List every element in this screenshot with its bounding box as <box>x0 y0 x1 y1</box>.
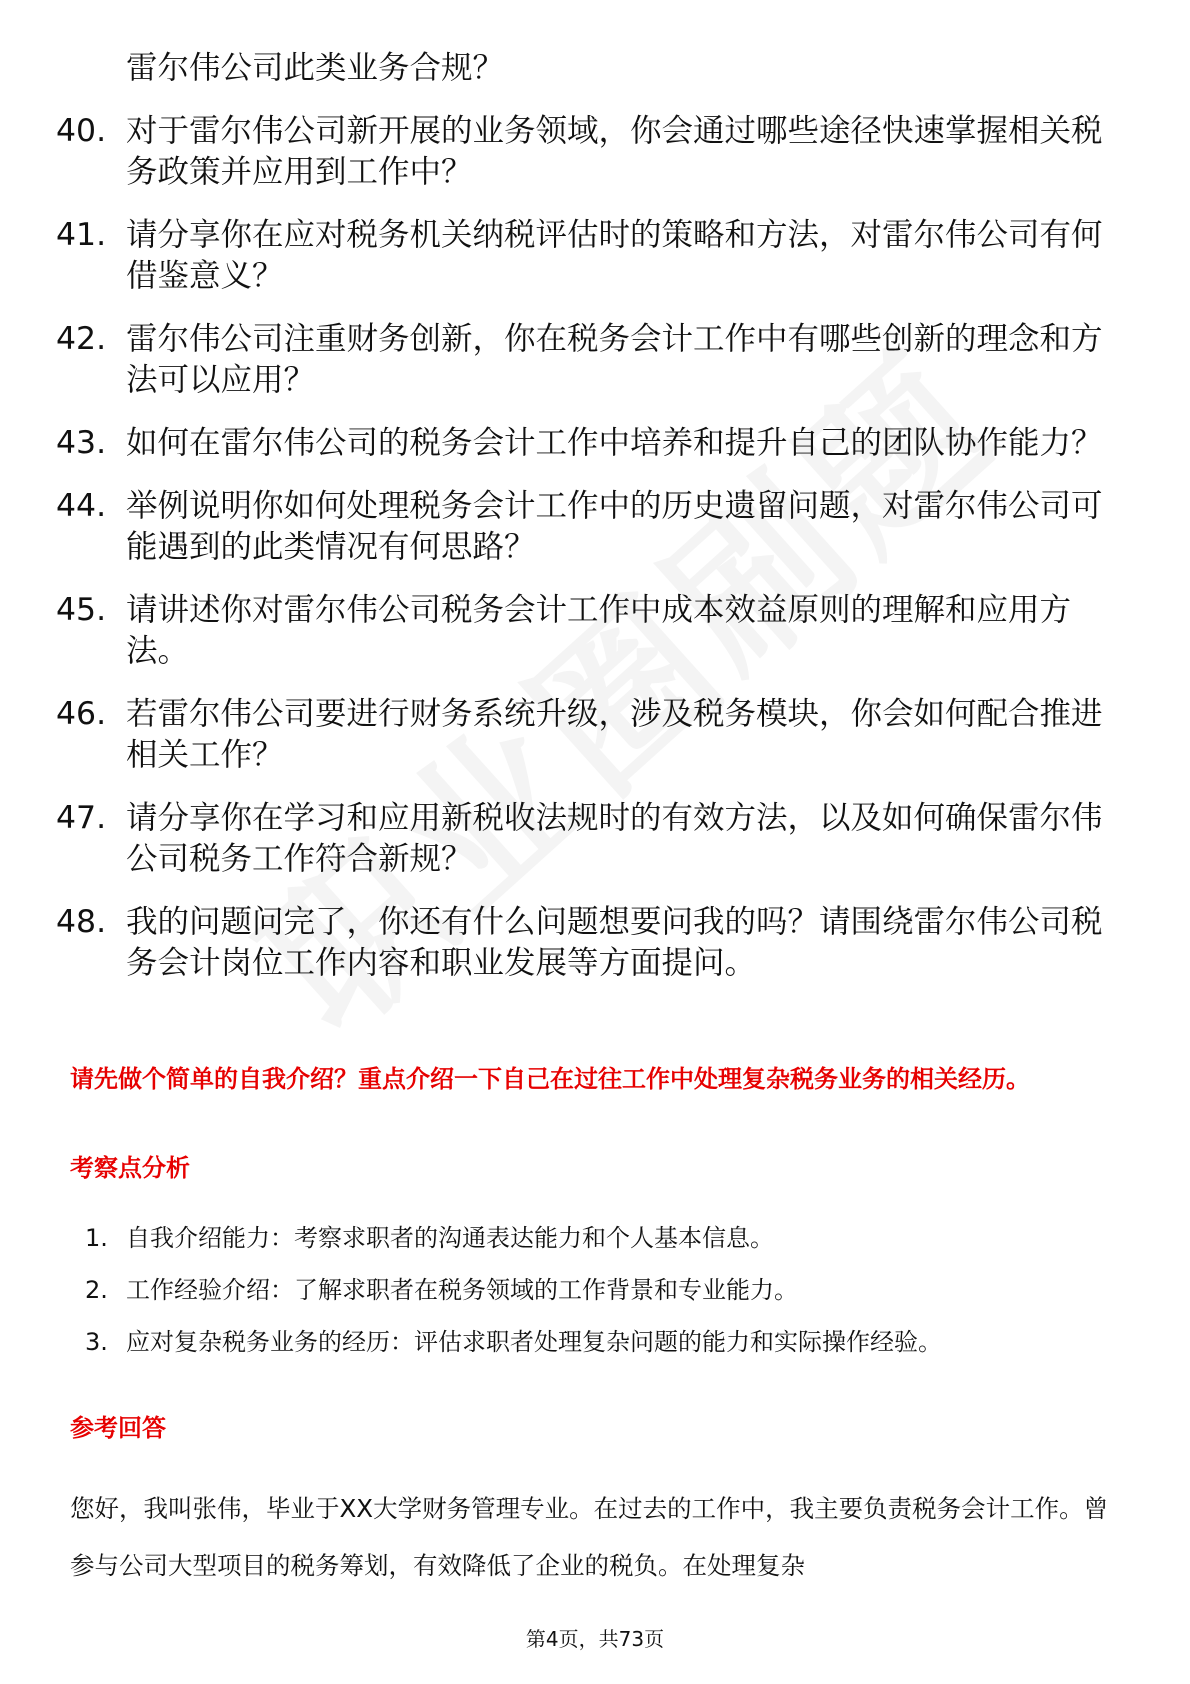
question-item <box>0 590 1190 672</box>
analysis-point <box>0 1316 1190 1368</box>
question-list <box>0 48 1190 1006</box>
question-text: 对于雷尔伟公司新开展的业务领域，你会通过哪些途径快速掌握相关税务政策并应用到工作中？ <box>126 113 1103 190</box>
point-number: 3. <box>85 1328 108 1356</box>
reference-answer: 您好，我叫张伟，毕业于XX大学财务管理专业。在过去的工作中，我主要负责税务会计工作。曾参与公司大型项目的税务筹划，有效降低了企业的税负。在处理复杂 <box>70 1494 1109 1580</box>
point-text: 应对复杂税务业务的经历：评估求职者处理复杂问题的能力和实际操作经验。 <box>126 1328 942 1356</box>
question-text: 请讲述你对雷尔伟公司税务会计工作中成本效益原则的理解和应用方法。 <box>126 592 1072 669</box>
question-text: 若雷尔伟公司要进行财务系统升级，涉及税务模块，你会如何配合推进相关工作？ <box>126 696 1103 773</box>
analysis-point-list <box>0 1212 1190 1368</box>
question-item <box>0 798 1190 880</box>
point-number: 2. <box>85 1276 108 1304</box>
point-text: 工作经验介绍：了解求职者在税务领域的工作背景和专业能力。 <box>126 1276 798 1304</box>
question-text: 雷尔伟公司此类业务合规？ <box>126 50 505 86</box>
analysis-title: 考察点分析 <box>70 1154 190 1182</box>
question-item <box>0 48 1190 89</box>
question-item <box>0 319 1190 401</box>
question-number: 41. <box>56 217 107 253</box>
question-number: 44. <box>56 488 107 524</box>
question-text: 举例说明你如何处理税务会计工作中的历史遗留问题，对雷尔伟公司可能遇到的此类情况有何思路？ <box>126 488 1103 565</box>
question-text: 请分享你在学习和应用新税收法规时的有效方法，以及如何确保雷尔伟公司税务工作符合新规？ <box>126 800 1103 877</box>
point-number: 1. <box>85 1224 108 1252</box>
featured-question: 请先做个简单的自我介绍？重点介绍一下自己在过往工作中处理复杂税务业务的相关经历。 <box>70 1065 1030 1093</box>
question-number: 40. <box>56 113 107 149</box>
page-footer: 第4页，共73页 <box>525 1627 665 1651</box>
question-number: 42. <box>56 321 107 357</box>
question-item <box>0 215 1190 297</box>
analysis-point <box>0 1212 1190 1264</box>
question-number: 46. <box>56 696 107 732</box>
question-number: 48. <box>56 904 107 940</box>
question-item <box>0 694 1190 776</box>
question-text: 雷尔伟公司注重财务创新，你在税务会计工作中有哪些创新的理念和方法可以应用？ <box>126 321 1103 398</box>
question-item <box>0 111 1190 193</box>
question-text: 我的问题问完了，你还有什么问题想要问我的吗？请围绕雷尔伟公司税务会计岗位工作内容和职业发展等方面提问。 <box>126 904 1103 981</box>
question-item <box>0 902 1190 984</box>
reference-title: 参考回答 <box>70 1414 166 1442</box>
question-text: 如何在雷尔伟公司的税务会计工作中培养和提升自己的团队协作能力？ <box>126 425 1103 461</box>
analysis-point <box>0 1264 1190 1316</box>
question-number: 47. <box>56 800 107 836</box>
question-text: 请分享你在应对税务机关纳税评估时的策略和方法，对雷尔伟公司有何借鉴意义？ <box>126 217 1103 294</box>
question-number: 43. <box>56 425 107 461</box>
question-item <box>0 423 1190 464</box>
question-number: 45. <box>56 592 107 628</box>
point-text: 自我介绍能力：考察求职者的沟通表达能力和个人基本信息。 <box>126 1224 774 1252</box>
question-item <box>0 486 1190 568</box>
